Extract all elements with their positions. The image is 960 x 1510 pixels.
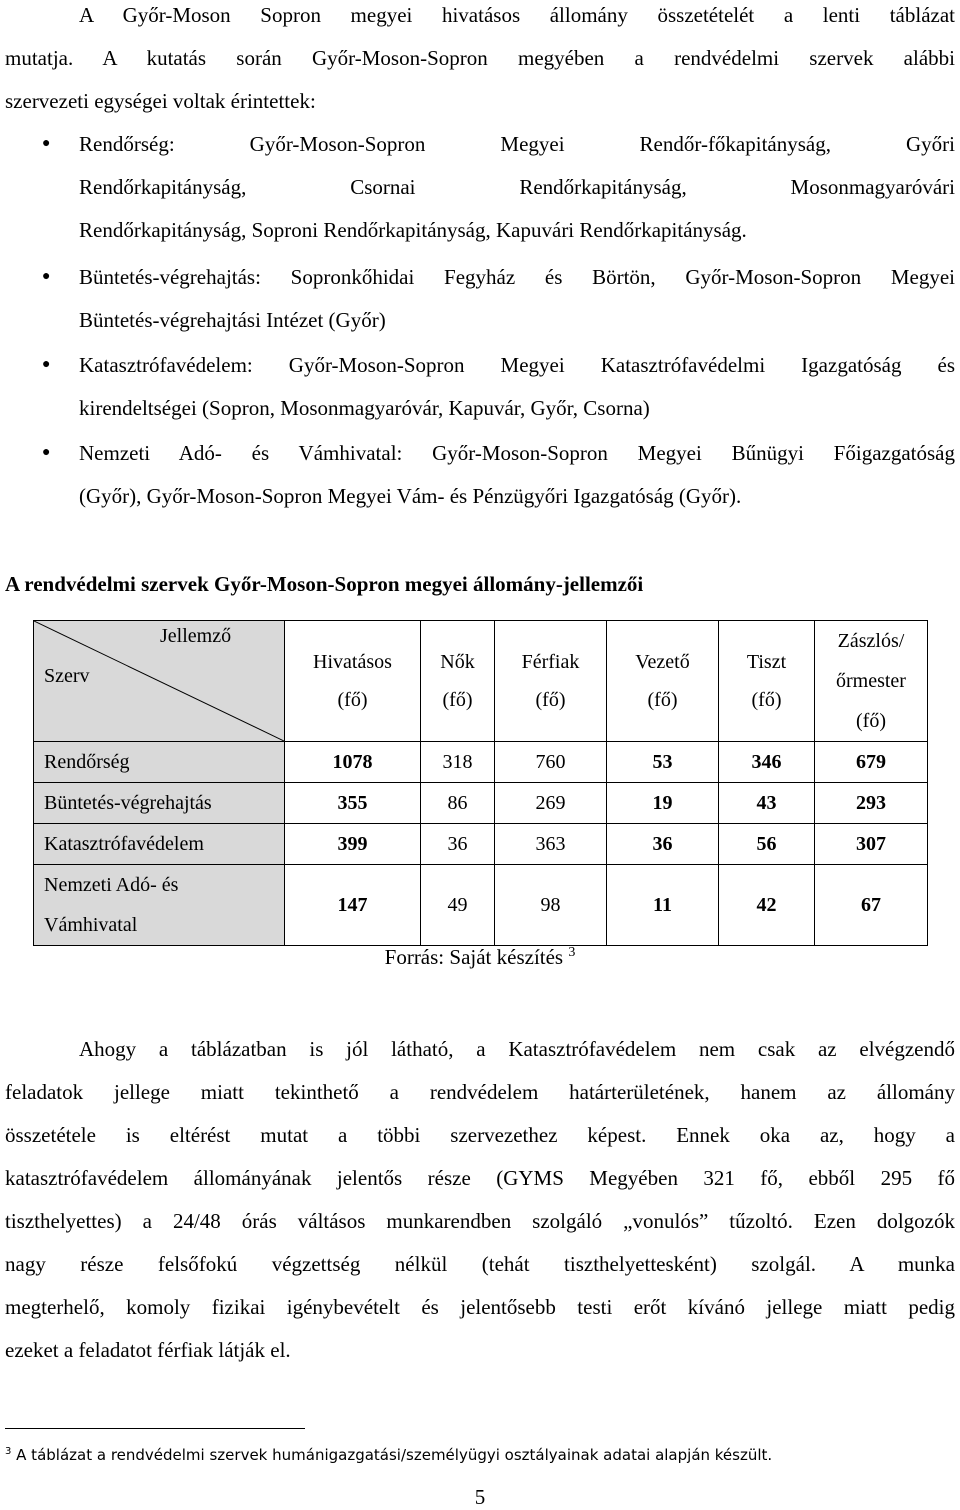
- table-cell: 355: [285, 783, 421, 824]
- column-header: Férfiak (fő): [495, 621, 607, 742]
- table-cell: 56: [719, 824, 815, 865]
- intro-line-3: szervezeti egységei voltak érintettek:: [5, 89, 316, 113]
- intro-line-2: mutatja. A kutatás során Győr-Moson-Sopron megyében a rendvédelmi szervek alábbi: [5, 46, 955, 70]
- bullet-icon: ●: [42, 357, 51, 372]
- table-cell: 679: [815, 742, 928, 783]
- row-label: Katasztrófavédelem: [34, 824, 285, 865]
- table-source: Forrás: Saját készítés $^3$: [384, 945, 576, 969]
- table-cell: 293: [815, 783, 928, 824]
- footnote-ref: 3: [568, 945, 576, 960]
- table-cell: 19: [607, 783, 719, 824]
- row-label: Rendőrség: [34, 742, 285, 783]
- table-row: [34, 783, 928, 824]
- table-cell: 11: [607, 865, 719, 946]
- bullet-1-line-2: Rendőrkapitányság, Csornai Rendőrkapitányság, Mosonmagyaróvári: [79, 175, 955, 199]
- column-header: Zászlós/ őrmester (fő): [815, 621, 928, 742]
- bullet-icon: ●: [42, 445, 51, 460]
- table-cell: 36: [421, 824, 495, 865]
- row-label: Büntetés-végrehajtás: [34, 783, 285, 824]
- bullet-icon: ●: [42, 269, 51, 284]
- table-cell: 86: [421, 783, 495, 824]
- table-cell: 307: [815, 824, 928, 865]
- table-cell: 346: [719, 742, 815, 783]
- paragraph-line: nagy része felsőfokú végzettség nélkül (tehát tiszthelyettesként) szolgál. A munka: [5, 1252, 955, 1276]
- bullet-3-line-2: kirendeltségei (Sopron, Mosonmagyaróvár, Kapuvár, Győr, Csorna): [79, 396, 650, 420]
- intro-line-1: A Győr-Moson Sopron megyei hivatásos állomány összetételét a lenti táblázat: [79, 3, 955, 27]
- table-title: A rendvédelmi szervek Győr-Moson-Sopron megyei állomány-jellemzői: [5, 572, 644, 596]
- footnote-number: 3: [5, 1446, 12, 1457]
- table-cell: 53: [607, 742, 719, 783]
- table-header-row: [34, 621, 928, 742]
- table-cell: 760: [495, 742, 607, 783]
- bullet-4-line-1: Nemzeti Adó- és Vámhivatal: Győr-Moson-Sopron Megyei Bűnügyi Főigazgatóság: [79, 441, 955, 465]
- bullet-2-line-2: Büntetés-végrehajtási Intézet (Győr): [79, 308, 386, 332]
- table-cell: 49: [421, 865, 495, 946]
- table-cell: 67: [815, 865, 928, 946]
- bullet-1-line-1: Rendőrség: Győr-Moson-Sopron Megyei Rendőr-főkapitányság, Győri: [79, 132, 955, 156]
- table-row: [34, 865, 928, 946]
- column-header: Tiszt (fő): [719, 621, 815, 742]
- bullet-3-line-1: Katasztrófavédelem: Győr-Moson-Sopron Megyei Katasztrófavédelmi Igazgatóság és: [79, 353, 955, 377]
- corner-label-szerv: Szerv: [44, 665, 90, 687]
- column-header: Vezető (fő): [607, 621, 719, 742]
- table-cell: 43: [719, 783, 815, 824]
- paragraph-line: megterhelő, komoly fizikai igénybevételt és jelentősebb testi erőt kívánó jellege miatt pedig: [5, 1295, 955, 1319]
- data-table: [33, 620, 928, 946]
- table-cell: 98: [495, 865, 607, 946]
- paragraph-line: katasztrófavédelem állományának jelentős része (GYMS Megyében 321 fő, ebből 295 fő: [5, 1166, 955, 1190]
- bullet-icon: ●: [42, 136, 51, 151]
- footnote-separator: [5, 1428, 305, 1429]
- bullet-4-line-2: (Győr), Győr-Moson-Sopron Megyei Vám- és Pénzügyőri Igazgatóság (Győr).: [79, 484, 742, 508]
- page-number: 5: [474, 1485, 486, 1509]
- table-cell: 1078: [285, 742, 421, 783]
- table-row: [34, 824, 928, 865]
- table-cell: 269: [495, 783, 607, 824]
- bullet-2-line-1: Büntetés-végrehajtás: Sopronkőhidai Fegyház és Börtön, Győr-Moson-Sopron Megyei: [79, 265, 955, 289]
- table-cell: 147: [285, 865, 421, 946]
- table-corner-cell: [34, 621, 285, 742]
- paragraph-line: tiszthelyettes) a 24/48 órás váltásos munkarendben szolgáló „vonulós” tűzoltó. Ezen dolgozók: [5, 1209, 955, 1233]
- table-cell: 36: [607, 824, 719, 865]
- paragraph-line: összetétele is eltérést mutat a többi szervezethez képest. Ennek oka az, hogy a: [5, 1123, 955, 1147]
- paragraph-line: feladatok jellege miatt tekinthető a rendvédelem határterületének, hanem az állomány: [5, 1080, 955, 1104]
- column-header: Hivatásos (fő): [285, 621, 421, 742]
- table-cell: 399: [285, 824, 421, 865]
- table-cell: 42: [719, 865, 815, 946]
- column-header: Nők (fő): [421, 621, 495, 742]
- row-label: Nemzeti Adó- és Vámhivatal: [34, 865, 285, 946]
- corner-label-jellemzo: Jellemző: [160, 625, 232, 647]
- footnote-text: A táblázat a rendvédelmi szervek humánigazgatási/személyügyi osztályainak adatai alapján készült.: [16, 1446, 773, 1464]
- table-cell: 363: [495, 824, 607, 865]
- footnote: [5, 1442, 772, 1465]
- paragraph-line: ezeket a feladatot férfiak látják el.: [5, 1338, 291, 1362]
- table-cell: 318: [421, 742, 495, 783]
- paragraph-line: Ahogy a táblázatban is jól látható, a Katasztrófavédelem nem csak az elvégzendő: [79, 1037, 955, 1061]
- bullet-1-line-3: Rendőrkapitányság, Soproni Rendőrkapitányság, Kapuvári Rendőrkapitányság.: [79, 218, 747, 242]
- table-row: [34, 742, 928, 783]
